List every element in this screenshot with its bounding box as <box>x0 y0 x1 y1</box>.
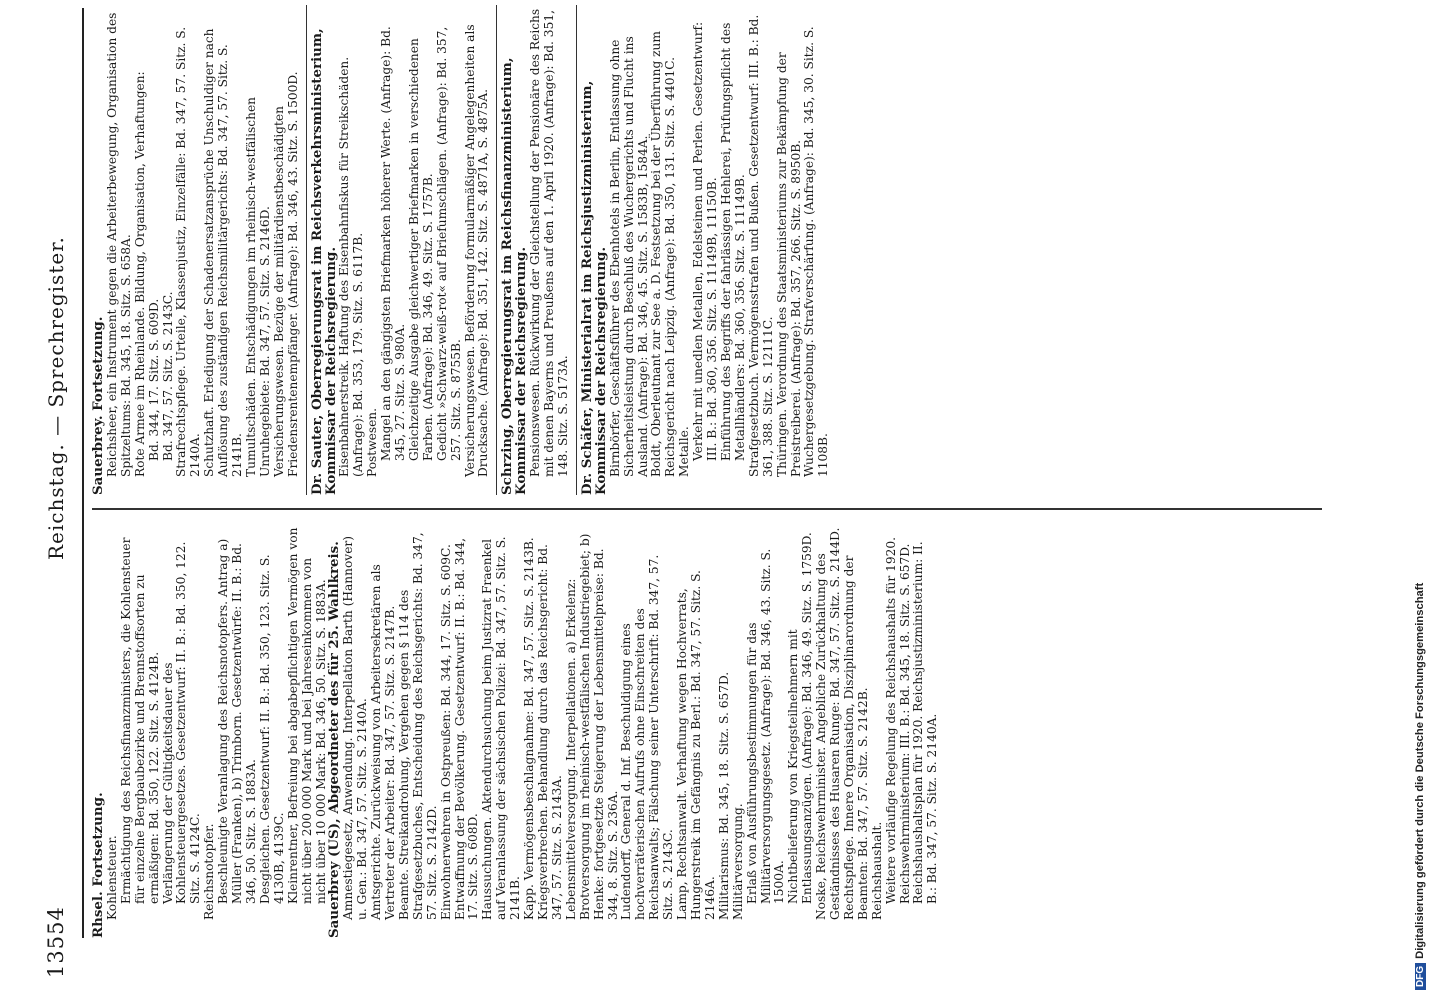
column-divider <box>92 508 1322 510</box>
index-entry: Pensionswesen. Rückwirkung der Gleichstellung der Pensionäre des Reichs mit denen Bayerns und Preußens auf den 1. April 1920. (Anfrage): Bd. 351, 148. Sitz. S. 5173A. <box>528 8 570 477</box>
index-entry: Wuchergesetzgebung. Strafverschärfung. (Anfrage): Bd. 345, 30. Sitz. S. 1108B. <box>802 26 831 477</box>
dfg-logo: DFG <box>1415 963 1426 990</box>
index-heading: Rhsel. Fortsetzung. <box>90 792 106 938</box>
index-entry: Kriegsverbrechen. Behandlung durch das Reichsgericht: Bd. 347, 57. Sitz. S. 2143A. <box>536 544 564 920</box>
index-heading: Dr. Sauter, Oberregierungsrat im Reichsverkehrsministerium, Kommissar der Reichsregierung. <box>308 28 339 495</box>
index-entry: Ludendorff, General d. Inf. Beschuldigung eines hochverräterischen Aufrufs ohne Einschreiten des Reichsanwalts; Fälschung seiner Unterschrift: Bd. 347, 57. Sitz. S. 2143C. <box>619 554 676 920</box>
index-entry: Reichsnotopfer. <box>202 823 217 920</box>
index-heading: Schrzing, Oberregierungsrat im Reichsfinanzministerium, Kommissar der Reichsregierung. <box>499 57 530 495</box>
credit-text: Digitalisierung gefördert durch die Deutsche Forschungsgemeinschaft <box>1414 582 1426 959</box>
index-entry: Reichsheer, ein Instrument gegen die Arbeiterbewegung, Organisation des Spitzeltums: Bd. 345, 18. Sitz. S. 658A. <box>104 12 133 477</box>
index-entry: Weitere vorläufige Regelung des Reichshaushalts für 1920. Reichswehrministerium: III. B.: Bd. 345, 18. Sitz. S. 657D. <box>883 537 912 904</box>
index-entry: Beschleunigte Veranlagung des Reichsnotopfers. Antrag a) Müller (Franken), b) Trimborn. Gesetzentwürfe: II. B.: Bd. 346, 50. Sitz. S. 1883A. <box>216 538 258 904</box>
index-entry: Thüringen. Verordnung des Staatsministeriums zur Bekämpfung der Preistreiberei. (Anfrage): Bd. 357, 266. Sitz. S. 8950B. <box>774 52 803 477</box>
index-entry: Entwaffnung der Bevölkerung. Gesetzentwurf: II. B.: Bd. 344, 17. Sitz. S. 608D. <box>452 537 481 920</box>
page-number: 13554 <box>44 906 68 978</box>
index-entry: Strafgesetzbuch. Vermögensstrafen und Bußen. Gesetzentwurf: III. B.: Bd. 361, 388. Sitz. S. 12111C. <box>746 14 775 477</box>
index-entry: Erlaß von Ausführungsbestimmungen für das Militärversorgungsgesetz. (Anfrage): Bd. 346, 43. Sitz. S. 1500A. <box>744 548 787 904</box>
index-entry: Bd. 347, 57. Sitz. S. 2143C. <box>160 291 175 461</box>
index-entry: Lebensmittelversorgung. Interpellationen. a) Erkelenz: Brotversorgung im rheinisch-westfälischen Industriegebiet; b) Henke: fortgesetzte Steigerung der Lebensmittelpreise: Bd. 344, 8. Sitz. S. 236A. <box>563 533 620 920</box>
dfg-credit <box>1410 0 1434 1000</box>
index-entry: Desgleichen. Gesetzentwurf: II. B.: Bd. 350, 123. Sitz. S. 4130B, 4139C. <box>257 554 286 904</box>
index-entry: Noske, Reichswehrminister. Angebliche Zurückhaltung des Geständnisses des Husaren Runge: Bd. 347, 57. Sitz. S. 2144D. <box>814 527 843 920</box>
left-column <box>92 524 940 938</box>
index-entry: Rote Armee im Rheinlande. Bildung, Organisation, Verhaftungen: <box>132 71 147 477</box>
index-entry: Militärversorgung. <box>730 803 745 920</box>
index-heading: Sauerbrey. Fortsetzung. <box>90 316 106 495</box>
index-entry: Boldt, Oberleutnant zur See a. D. Festsetzung bei der Überführung zum Reichsgericht nach Leipzig. (Anfrage): Bd. 350, 131. Sitz. S. 4401C. <box>649 31 678 477</box>
index-entry: Kleinrentner, Befreiung bei abgabepflichtigen Vermögen von nicht über 200 000 Mark und bei Jahreseinkommen von nicht über 10 000 Mark: Bd. 346, 50. Sitz. S. 1883A. <box>285 527 328 904</box>
index-entry: Militarismus: Bd. 345, 18. Sitz. S. 657D. <box>716 671 731 920</box>
index-entry: Postwesen. <box>365 407 380 477</box>
index-entry: Reichshaushalt. <box>869 821 884 920</box>
index-entry: Verlängerung der Gültigkeitsdauer des Kohlensteuergesetzes. Gesetzentwurf: II. B.: Bd. 350, 122. Sitz. S. 4124C. <box>160 541 203 904</box>
index-entry: Gleichzeitige Ausgabe gleichwertiger Briefmarken in verschiedenen Farben. (Anfrage): Bd. 346, 49. Sitz. S. 1757B. <box>406 38 435 461</box>
index-entry: Versicherungswesen. Bezüge der militärdienstbeschädigten Friedensrentenempfänger. (Anfrage): Bd. 346, 43. Sitz. S. 1500D. <box>271 71 300 477</box>
index-entry: Schutzhaft. Erledigung der Schadenersatzansprüche Unschuldiger nach Auflösung des zuständigen Reichsmilitärgerichts: Bd. 347, 57. Sitz. S. 2141B. <box>202 28 245 477</box>
index-entry: Amnestiegesetz, Anwendung. Interpellation Barth (Hannover) u. Gen.: Bd. 347, 57. Sitz. S. 2140A. <box>341 536 370 920</box>
index-entry: Kapp. Vermögensbeschlagnahme: Bd. 347, 57. Sitz. S. 2143B. <box>522 537 537 920</box>
index-entry: Versicherungswesen. Beförderung formularmäßiger Angelegenheiten als Drucksache. (Anfrage): Bd. 351, 142. Sitz. S. 4871A, S. 4875A. <box>462 24 491 477</box>
index-entry: Birnbörfer, Geschäftsführer des Ebenhotels in Berlin, Entlassung ohne Sicherheitsleistung durch Beschluß des Wuchergerichts und Flucht ins Ausland. (Anfrage): Bd. 346, 45. Sitz. S. 1583B, 1584A. <box>607 36 650 477</box>
index-entry: Einführung des Begriffs der fahrlässigen Hehlerei, Prüfungspflicht des Metallhändlers: Bd. 360, 356. Sitz. S. 11149B. <box>718 22 747 461</box>
index-heading: Sauerbrey (US), Abgeordneter des für 25. Wahlkreis. <box>326 541 343 938</box>
section-rule <box>306 5 307 495</box>
index-entry: Amtsgerichte. Zurückweisung von Arbeitersekretären als Vertreter der Arbeiter: Bd. 347, 57. Sitz. S. 2147B. <box>369 564 398 920</box>
index-entry: Lamp, Rechtsanwalt. Verhaftung wegen Hochverrats, Hungerstreik im Gefängnis zu Berl.: Bd. 347, 57. Sitz. S. 2146A. <box>675 570 717 920</box>
index-entry: Strafrechtspflege. Urteile, Klassenjustiz, Einzelfälle: Bd. 347, 57. Sitz. S. 2140A. <box>174 26 203 477</box>
index-entry: Haussuchungen. Aktendurchsuchung beim Justizrat Fraenkel auf Veranlassung der sächsischen Polizei: Bd. 347, 57. Sitz. S. 2141B. <box>480 536 523 920</box>
index-entry: Reichshaushaltsplan für 1920. Reichsjustizministerium: II. B.: Bd. 347, 57. Sitz. S. 2140A. <box>911 541 940 904</box>
index-entry: Nichtbelieferung von Kriegsteilnehmern mit Entlassungsanzügen. (Anfrage): Bd. 346, 49. Sitz. S. 1759D. <box>786 532 815 904</box>
index-heading: Dr. Schäfer, Ministerialrat im Reichsjustizministerium, Kommissar der Reichsregierung. <box>578 80 609 495</box>
index-entry: Tumultschäden. Entschädigungen im rheinisch-westfälischen Unruhegebiete: Bd. 347, 57. Sitz. S. 2146D. <box>243 96 272 477</box>
page-title: Reichstag. — Sprechregister. <box>44 236 68 560</box>
index-entry: Gedicht »Schwarz-weiß-rot« auf Briefumschlägen. (Anfrage): Bd. 357, 257. Sitz. S. 8755B. <box>434 26 463 461</box>
index-entry: Einwohnerwehren in Ostpreußen: Bd. 344, 17. Sitz. S. 609C. <box>438 544 453 920</box>
index-entry: Beamte. Streikandrohung, Vergehen gegen § 114 des Strafgesetzbuches, Entscheidung des Reichsgerichts: Bd. 347, 57. Sitz. S. 2142D. <box>396 532 439 920</box>
right-column <box>92 5 831 495</box>
index-entry: Eisenbahnerstreik. Haftung des Eisenbahnfiskus für Streikschäden. (Anfrage): Bd. 353, 179. Sitz. S. 6117B. <box>337 56 366 477</box>
index-entry: Rechtspflege. Innere Organisation, Disziplinarordnung der Beamten: Bd. 347, 57. Sitz. S. 2142B. <box>841 555 870 920</box>
index-entry: Bd. 344, 17. Sitz. S. 609D. <box>146 298 161 461</box>
index-entry: Metalle. <box>677 426 692 477</box>
section-rule <box>576 5 577 495</box>
header-rule <box>82 8 84 938</box>
index-entry: Kohlensteuer. <box>104 835 119 920</box>
section-rule <box>496 5 497 495</box>
index-entry: Ermächtigung des Reichsfinanzministers, die Kohlensteuer für einzelne Bergbaubezirke und Brennstoffsorten zu ermäßigen: Bd. 350, 122. Sitz. S. 4124B. <box>118 537 161 904</box>
index-entry: Verkehr mit unedlen Metallen, Edelsteinen und Perlen. Gesetzentwurf: III. B.: Bd. 360, 356. Sitz. S. 11149B, 11150B. <box>691 21 720 461</box>
index-entry: Mangel an den gängigsten Briefmarken höherer Werte. (Anfrage): Bd. 345, 27. Sitz. S. 980A. <box>379 26 408 461</box>
